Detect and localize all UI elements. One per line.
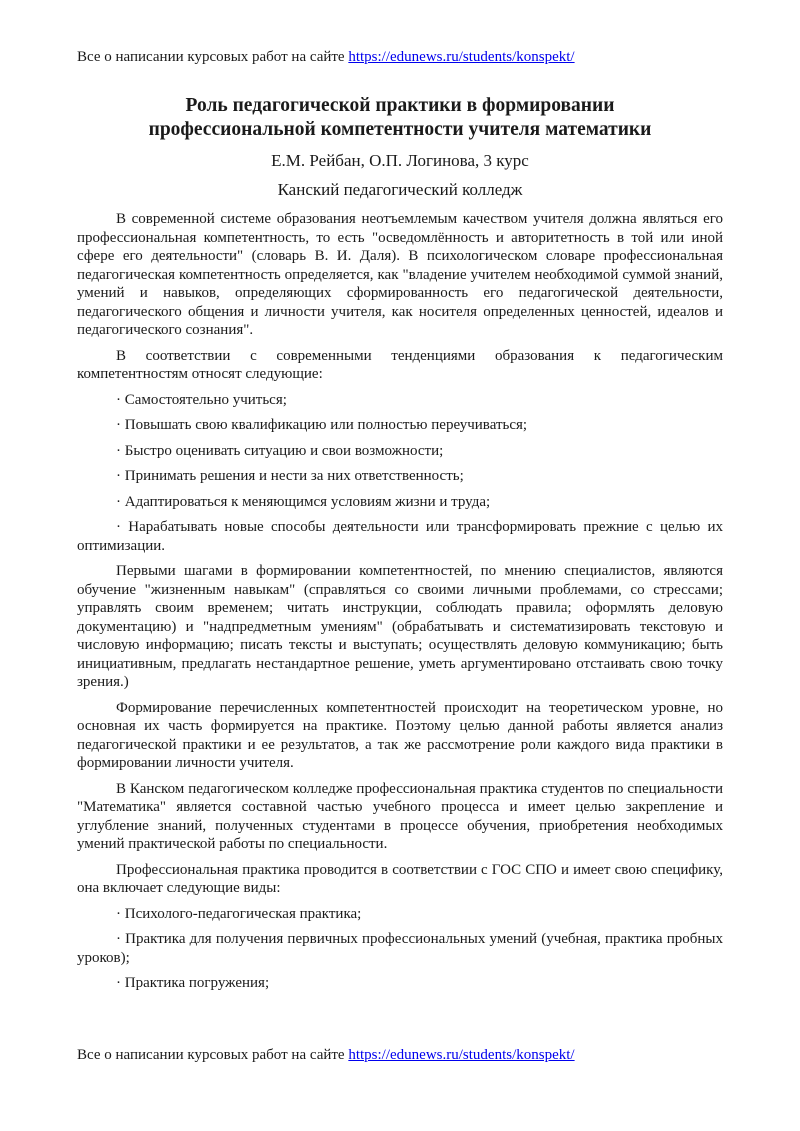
list-item: · Повышать свою квалификацию или полностью переучиваться; [116,417,528,433]
document-title [77,94,723,142]
document-page [77,94,723,1000]
page-header [77,48,727,66]
organization-line: Канский педагогический колледж [277,180,523,199]
paragraph: Первыми шагами в формировании компетентностей, по мнению специалистов, являются обучение "жизненным навыкам" (справляться со своими личными проблемами, со стрессами; управлять своим временем; читать инструкции, соблюдать правила; оформлять деловую документацию) и "надпредметным умениям" (обрабатывать и систематизировать текстовую и числовую информацию; писать тексты и выступать; осуществлять деловую коммуникацию; быть инициативным, предлагать нестандартное решение, уметь аргументировано отстаивать свою точку зрения.) [77,563,723,690]
list-item: · Нарабатывать новые способы деятельности или трансформировать прежние с целью их оптимизации. [77,519,723,554]
page-footer [77,1046,727,1064]
document-body [77,210,723,993]
header-text: Все о написании курсовых работ на сайте [77,49,349,65]
paragraph: В соответствии с современными тенденциями образования к педагогическим компетентностям относят следующие: [77,347,723,382]
authors-line: Е.М. Рейбан, О.П. Логинова, 3 курс [271,151,529,170]
title-line-2: профессиональной компетентности учителя математики [148,119,652,140]
paragraph: В современной системе образования неотъемлемым качеством учителя должна являться его профессиональная компетентность, то есть "осведомлённость и авторитетность в той или иной сфере его деятельности" (словарь В. И. Даля). В психологическом словаре профессиональная педагогическая компетентность определяется, как "владение учителем необходимой суммой знаний, умений и навыков, определяющих сформированность его педагогической деятельности, педагогического общения и личности учителя, как носителя определенных ценностей, идеалов и педагогического сознания". [77,211,723,338]
footer-link[interactable]: https://edunews.ru/students/konspekt/ [348,1047,575,1063]
paragraph: Профессиональная практика проводится в соответствии с ГОС СПО и имеет свою специфику, она включает следующие виды: [77,861,723,896]
list-item: · Психолого-педагогическая практика; [116,905,362,922]
list-item: · Практика погружения; [116,975,270,991]
title-line-1: Роль педагогической практики в формировании [185,95,615,116]
list-item: · Адаптироваться к меняющимся условиям жизни и труда; [116,493,491,510]
list-item: · Практика для получения первичных профессиональных умений (учебная, практика пробных уроков); [77,931,723,966]
list-item: · Самостоятельно учиться; [116,391,287,408]
paragraph: В Канском педагогическом колледже профессиональная практика студентов по специальности "Математика" является составной частью учебного процесса и имеет целью закрепление и углубление знаний, полученных студентами в процессе обучения, приобретения необходимых умений практической работы по специальности. [77,780,723,852]
paragraph: Формирование перечисленных компетентностей происходит на теоретическом уровне, но основная их часть формируется на практике. Поэтому целью данной работы является анализ педагогической практики и ее результатов, а так же рассмотрение роли каждого вида практики в формировании личности учителя. [77,699,723,771]
list-item: · Быстро оценивать ситуацию и свои возможности; [116,442,444,459]
list-item: · Принимать решения и нести за них ответственность; [116,468,464,484]
header-link[interactable]: https://edunews.ru/students/konspekt/ [348,49,575,65]
footer-text: Все о написании курсовых работ на сайте [77,1047,349,1063]
